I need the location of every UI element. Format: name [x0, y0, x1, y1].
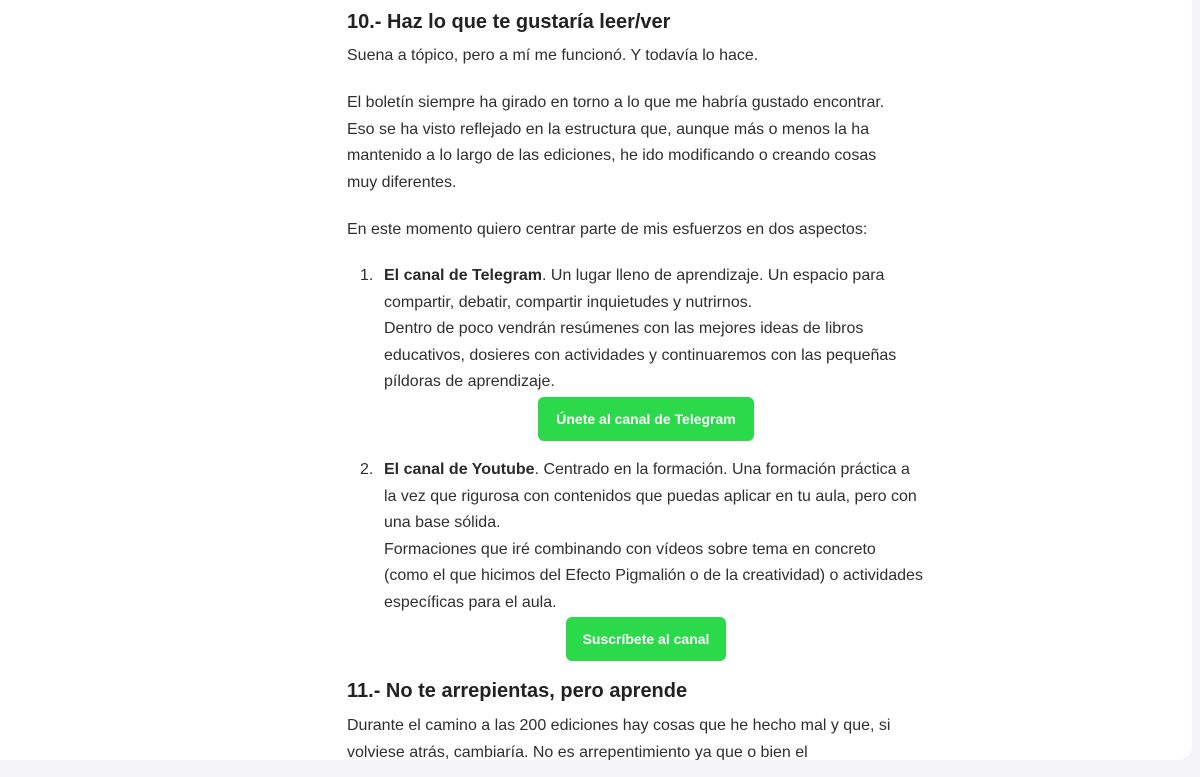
join-telegram-button[interactable]: Únete al canal de Telegram	[538, 397, 754, 441]
list-item-text: . Centrado en la formación. Una formación práctica a la vez que rigurosa con contenidos que puedas aplicar en tu aula, pero con una base sólida.	[384, 461, 917, 531]
section-11-heading: 11.- No te arrepientas, pero aprende	[347, 680, 688, 702]
section-10-paragraph-1: Suena a tópico, pero a mí me funcionó. Y todavía lo hace.	[347, 47, 759, 64]
list-item-text: . Un lugar lleno de aprendizaje. Un espacio para compartir, debatir, compartir inquietudes y nutrirnos.	[384, 267, 885, 311]
list-item-extra: Formaciones que iré combinando con vídeos sobre tema en concreto (como el que hicimos del Efecto Pigmalión o de la creatividad) o actividades específicas para el aula.	[384, 540, 923, 611]
list-item-body	[384, 263, 924, 396]
section-10-paragraph-3: En este momento quiero centrar parte de mis esfuerzos en dos aspectos:	[347, 221, 868, 238]
list-item-extra: Dentro de poco vendrán resúmenes con las mejores ideas de libros educativos, dosieres con actividades y continuaremos con las pequeñas píldoras de aprendizaje.	[384, 320, 897, 390]
section-11-paragraph-1: Durante el camino a las 200 ediciones hay cosas que he hecho mal y que, si volviese atrás, cambiaría. No es arrepentimiento ya que o bien el	[347, 717, 891, 760]
list-number: 2.	[360, 461, 374, 478]
list-item-title: El canal de Telegram	[384, 267, 542, 284]
list-number: 1.	[360, 267, 374, 284]
section-10-paragraph-2: El boletín siempre ha girado en torno a lo que me habría gustado encontrar. Eso se ha visto reflejado en la estructura que, aunque más o menos la ha mantenido a lo largo de las ediciones, he ido modificando o creando cosas muy diferentes.	[347, 94, 885, 191]
subscribe-youtube-button[interactable]: Suscríbete al canal	[566, 617, 726, 661]
section-10-heading: 10.- Haz lo que te gustaría leer/ver	[347, 11, 671, 33]
list-item-body	[384, 457, 924, 616]
list-item-title: El canal de Youtube	[384, 461, 535, 478]
